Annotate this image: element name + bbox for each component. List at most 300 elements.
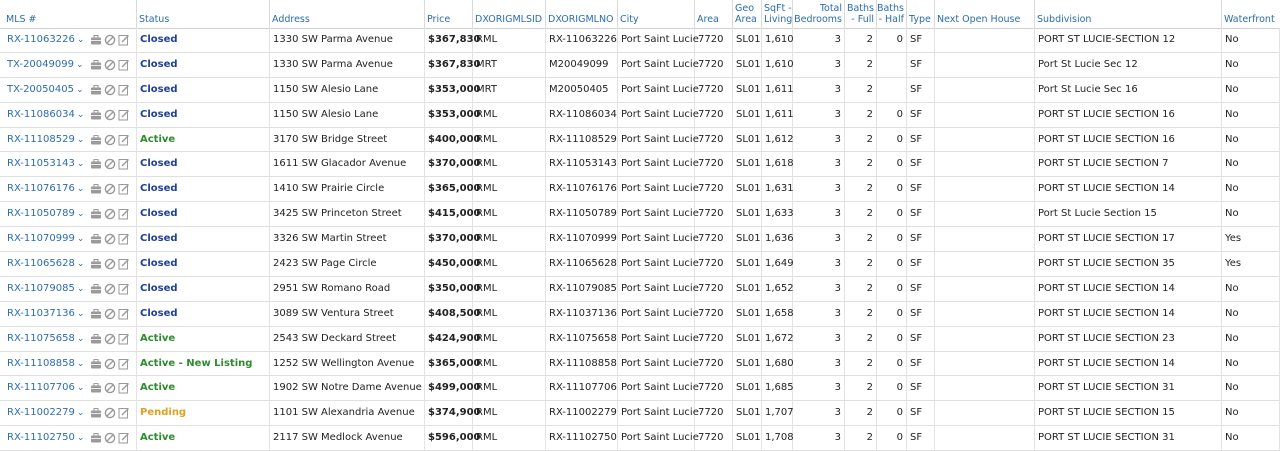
cell-sqft	[762, 376, 793, 400]
cell-subdivision	[1035, 53, 1222, 77]
waterfront-value: No	[1225, 432, 1239, 444]
status-label: Active	[140, 133, 176, 145]
briefcase-icon[interactable]	[90, 208, 102, 220]
cell-mls	[0, 227, 137, 251]
cell-city	[618, 28, 699, 52]
cell-price	[425, 28, 481, 52]
waterfront-value: No	[1225, 307, 1239, 319]
origmlno-value: RX-11086034	[549, 108, 617, 120]
briefcase-icon[interactable]	[90, 158, 102, 170]
sqft-value: 1,707	[765, 407, 794, 419]
cell-beds	[793, 401, 845, 425]
area-value: 7720	[698, 307, 724, 319]
type-value: SF	[910, 34, 923, 45]
mls-link[interactable]: RX-11086034	[7, 108, 75, 120]
cell-full	[845, 227, 877, 251]
chevron-down-icon[interactable]: ⌄	[76, 35, 85, 45]
chevron-down-icon[interactable]: ⌄	[76, 333, 85, 344]
edit-icon[interactable]	[118, 84, 130, 96]
table-row[interactable]	[0, 352, 1280, 377]
status-label: Active - New Listing	[140, 357, 253, 369]
price-value: $350,000	[428, 282, 481, 294]
cell-full	[845, 103, 877, 127]
cell-type	[907, 28, 935, 52]
cell-status	[137, 376, 270, 400]
area-value: 7720	[698, 357, 724, 369]
cell-city	[618, 78, 699, 102]
block-icon[interactable]	[104, 283, 116, 295]
geo-value: SL01	[736, 83, 761, 95]
col-header-subdivision[interactable]: Subdivision	[1035, 0, 1222, 28]
half-value: 0	[896, 183, 903, 195]
cell-type	[907, 227, 935, 251]
mls-link[interactable]: RX-11050789	[7, 208, 75, 220]
origmlsid-value: RML	[476, 282, 498, 294]
mls-link[interactable]: TX-20050405	[7, 83, 74, 95]
table-row[interactable]	[0, 227, 1280, 252]
edit-icon[interactable]	[118, 208, 130, 220]
chevron-down-icon[interactable]: ⌄	[76, 234, 85, 245]
price-value: $374,900	[428, 407, 481, 419]
waterfront-value: No	[1225, 34, 1239, 45]
beds-value: 3	[834, 133, 841, 145]
status-label: Closed	[140, 83, 178, 95]
cell-full	[845, 277, 877, 301]
edit-icon[interactable]	[118, 333, 130, 345]
table-row[interactable]	[0, 401, 1280, 426]
chevron-down-icon[interactable]: ⌄	[76, 283, 85, 294]
mls-link[interactable]: RX-11076176	[7, 183, 75, 195]
beds-value: 3	[834, 34, 841, 45]
cell-sqft	[762, 302, 793, 326]
cell-geo	[733, 227, 762, 251]
city-value: Port Saint Lucie	[621, 34, 699, 45]
cell-half	[877, 78, 907, 102]
block-icon[interactable]	[104, 208, 116, 220]
mls-link[interactable]: RX-11102750	[7, 432, 75, 444]
cell-half	[877, 401, 907, 425]
edit-icon[interactable]	[118, 34, 130, 46]
cell-origmlno	[546, 202, 618, 226]
edit-icon[interactable]	[118, 358, 130, 370]
cell-type	[907, 53, 935, 77]
sqft-value: 1,649	[765, 258, 794, 270]
cell-mls	[0, 177, 137, 201]
cell-sqft	[762, 152, 793, 176]
briefcase-icon[interactable]	[90, 84, 102, 96]
address-value: 2423 SW Page Circle	[273, 258, 377, 270]
cell-price	[425, 352, 481, 376]
geo-value: SL01	[736, 432, 761, 444]
city-value: Port Saint Lucie	[621, 382, 699, 394]
briefcase-icon[interactable]	[90, 134, 102, 146]
cell-open	[935, 152, 1035, 176]
city-value: Port Saint Lucie	[621, 233, 699, 245]
briefcase-icon[interactable]	[90, 432, 102, 444]
cell-origmlsid	[473, 401, 546, 425]
block-icon[interactable]	[104, 84, 116, 96]
cell-origmlsid	[473, 327, 546, 351]
cell-city	[618, 401, 699, 425]
col-header-baths-half[interactable]: Baths - Half	[877, 0, 907, 28]
cell-waterfront	[1222, 327, 1280, 351]
city-value: Port Saint Lucie	[621, 258, 699, 270]
mls-link[interactable]: RX-11108858	[7, 357, 75, 369]
cell-waterfront	[1222, 53, 1280, 77]
block-icon[interactable]	[104, 34, 116, 46]
col-header-area[interactable]: Area	[695, 0, 733, 28]
mls-link[interactable]: RX-11070999	[7, 233, 75, 245]
beds-value: 3	[834, 258, 841, 270]
cell-beds	[793, 152, 845, 176]
cell-price	[425, 252, 481, 276]
col-header-origmlno[interactable]: DXORIGMLNO	[546, 0, 618, 28]
cell-mls	[0, 352, 137, 376]
cell-subdivision	[1035, 177, 1222, 201]
table-row[interactable]	[0, 177, 1280, 202]
cell-origmlno	[546, 152, 618, 176]
briefcase-icon[interactable]	[90, 407, 102, 419]
briefcase-icon[interactable]	[90, 258, 102, 270]
cell-full	[845, 202, 877, 226]
cell-status	[137, 202, 270, 226]
geo-value: SL01	[736, 307, 761, 319]
origmlsid-value: RML	[476, 158, 498, 170]
cell-waterfront	[1222, 103, 1280, 127]
cell-open	[935, 376, 1035, 400]
chevron-down-icon[interactable]: ⌄	[76, 184, 85, 195]
chevron-down-icon[interactable]: ⌄	[75, 59, 84, 70]
cell-status	[137, 152, 270, 176]
cell-beds	[793, 327, 845, 351]
full-value: 2	[866, 357, 873, 369]
edit-icon[interactable]	[118, 233, 130, 245]
price-value: $408,500	[428, 307, 481, 319]
edit-icon[interactable]	[118, 134, 130, 146]
block-icon[interactable]	[104, 183, 116, 195]
origmlno-value: RX-11079085	[549, 282, 617, 294]
block-icon[interactable]	[104, 407, 116, 419]
type-value: SF	[910, 357, 923, 369]
briefcase-icon[interactable]	[90, 59, 102, 71]
block-icon[interactable]	[104, 134, 116, 146]
address-value: 1611 SW Glacador Avenue	[273, 158, 407, 170]
mls-link[interactable]: TX-20049099	[7, 58, 74, 70]
geo-value: SL01	[736, 208, 761, 220]
cell-beds	[793, 78, 845, 102]
cell-geo	[733, 426, 762, 450]
geo-value: SL01	[736, 34, 761, 45]
table-row[interactable]	[0, 302, 1280, 327]
cell-waterfront	[1222, 128, 1280, 152]
block-icon[interactable]	[104, 333, 116, 345]
edit-icon[interactable]	[118, 158, 130, 170]
cell-type	[907, 78, 935, 102]
cell-status	[137, 53, 270, 77]
col-header-status[interactable]: Status	[137, 0, 270, 28]
chevron-down-icon[interactable]: ⌄	[76, 159, 85, 170]
table-row[interactable]	[0, 103, 1280, 128]
origmlsid-value: MRT	[476, 83, 497, 95]
briefcase-icon[interactable]	[90, 183, 102, 195]
full-value: 2	[866, 332, 873, 344]
block-icon[interactable]	[104, 308, 116, 320]
col-header-price[interactable]: Price	[425, 0, 473, 28]
chevron-down-icon[interactable]: ⌄	[76, 209, 85, 220]
type-value: SF	[910, 158, 923, 170]
geo-value: SL01	[736, 108, 761, 120]
address-value: 1252 SW Wellington Avenue	[273, 357, 415, 369]
chevron-down-icon[interactable]: ⌄	[76, 109, 85, 120]
cell-area	[695, 401, 733, 425]
mls-link[interactable]: RX-11065628	[7, 258, 75, 270]
geo-value: SL01	[736, 357, 761, 369]
sqft-value: 1,652	[765, 282, 794, 294]
cell-geo	[733, 78, 762, 102]
cell-area	[695, 327, 733, 351]
chevron-down-icon[interactable]: ⌄	[76, 259, 85, 270]
table-row[interactable]	[0, 252, 1280, 277]
col-header-bedrooms[interactable]: Total Bedrooms	[793, 0, 845, 28]
cell-subdivision	[1035, 28, 1222, 52]
cell-area	[695, 376, 733, 400]
mls-link[interactable]: RX-11108529	[7, 133, 75, 145]
cell-half	[877, 302, 907, 326]
col-header-waterfront[interactable]: Waterfront	[1224, 14, 1275, 25]
block-icon[interactable]	[104, 382, 116, 394]
cell-sqft	[762, 252, 793, 276]
cell-sqft	[762, 327, 793, 351]
col-header-sqft[interactable]: SqFt - Living	[762, 0, 793, 28]
mls-link[interactable]: RX-11002279	[7, 407, 75, 419]
sqft-value: 1,610	[765, 34, 794, 45]
edit-icon[interactable]	[118, 258, 130, 270]
price-value: $367,830	[428, 34, 481, 45]
origmlno-value: M20049099	[549, 58, 609, 70]
cell-origmlsid	[473, 152, 546, 176]
cell-address	[270, 152, 425, 176]
sqft-value: 1,708	[765, 432, 794, 444]
col-header-next-open[interactable]: Next Open House	[935, 0, 1035, 28]
cell-full	[845, 426, 877, 450]
origmlno-value: RX-11063226	[549, 34, 617, 45]
waterfront-value: No	[1225, 158, 1239, 170]
city-value: Port Saint Lucie	[621, 307, 699, 319]
cell-type	[907, 252, 935, 276]
chevron-down-icon[interactable]: ⌄	[76, 383, 85, 394]
col-header-baths-full[interactable]: Baths - Full	[845, 0, 877, 28]
cell-waterfront	[1222, 376, 1280, 400]
briefcase-icon[interactable]	[90, 358, 102, 370]
chevron-down-icon[interactable]: ⌄	[76, 408, 85, 419]
mls-link[interactable]: RX-11075658	[7, 332, 75, 344]
status-label: Closed	[140, 34, 178, 45]
edit-icon[interactable]	[118, 407, 130, 419]
cell-origmlno	[546, 352, 618, 376]
briefcase-icon[interactable]	[90, 333, 102, 345]
table-row[interactable]	[0, 426, 1280, 451]
briefcase-icon[interactable]	[90, 233, 102, 245]
type-value: SF	[910, 58, 923, 70]
cell-city	[618, 426, 699, 450]
briefcase-icon[interactable]	[90, 34, 102, 46]
briefcase-icon[interactable]	[90, 283, 102, 295]
beds-value: 3	[834, 158, 841, 170]
cell-open	[935, 302, 1035, 326]
block-icon[interactable]	[104, 158, 116, 170]
mls-link[interactable]: RX-11063226	[7, 34, 75, 45]
city-value: Port Saint Lucie	[621, 58, 699, 70]
edit-icon[interactable]	[118, 109, 130, 121]
cell-area	[695, 103, 733, 127]
block-icon[interactable]	[104, 358, 116, 370]
col-header-type[interactable]: Type	[907, 0, 935, 28]
cell-city	[618, 252, 699, 276]
cell-half	[877, 53, 907, 77]
type-value: SF	[910, 108, 923, 120]
cell-origmlsid	[473, 78, 546, 102]
edit-icon[interactable]	[118, 283, 130, 295]
cell-full	[845, 252, 877, 276]
cell-area	[695, 28, 733, 52]
table-row[interactable]	[0, 327, 1280, 352]
table-row[interactable]	[0, 128, 1280, 153]
col-header-city[interactable]: City	[618, 0, 695, 28]
table-row[interactable]	[0, 53, 1280, 78]
edit-icon[interactable]	[118, 183, 130, 195]
cell-type	[907, 376, 935, 400]
area-value: 7720	[698, 158, 724, 170]
cell-price	[425, 426, 481, 450]
cell-address	[270, 78, 425, 102]
origmlno-value: RX-11065628	[549, 258, 617, 270]
col-header-origmlsid[interactable]: DXORIGMLSID	[473, 0, 546, 28]
table-row[interactable]	[0, 202, 1280, 227]
price-value: $400,000	[428, 133, 481, 145]
block-icon[interactable]	[104, 233, 116, 245]
area-value: 7720	[698, 34, 724, 45]
cell-waterfront	[1222, 177, 1280, 201]
edit-icon[interactable]	[118, 382, 130, 394]
cell-status	[137, 327, 270, 351]
full-value: 2	[866, 108, 873, 120]
chevron-down-icon[interactable]: ⌄	[75, 84, 84, 95]
edit-icon[interactable]	[118, 59, 130, 71]
cell-mls	[0, 302, 137, 326]
mls-link[interactable]: RX-11107706	[7, 382, 75, 394]
col-header-address[interactable]: Address	[270, 0, 425, 28]
col-header-geo-area[interactable]: Geo Area	[733, 0, 762, 28]
briefcase-icon[interactable]	[90, 109, 102, 121]
cell-sqft	[762, 78, 793, 102]
cell-area	[695, 252, 733, 276]
origmlno-value: RX-11002279	[549, 407, 617, 419]
edit-icon[interactable]	[118, 308, 130, 320]
cell-origmlsid	[473, 277, 546, 301]
table-row[interactable]	[0, 78, 1280, 103]
table-row[interactable]	[0, 376, 1280, 401]
sqft-value: 1,685	[765, 382, 794, 394]
waterfront-value: No	[1225, 58, 1239, 70]
origmlno-value: RX-11037136	[549, 307, 617, 319]
cell-subdivision	[1035, 302, 1222, 326]
cell-status	[137, 177, 270, 201]
block-icon[interactable]	[104, 59, 116, 71]
full-value: 2	[866, 233, 873, 245]
cell-origmlno	[546, 103, 618, 127]
origmlsid-value: RML	[476, 108, 498, 120]
beds-value: 3	[834, 382, 841, 394]
table-row[interactable]	[0, 277, 1280, 302]
col-header-mls[interactable]: MLS #	[0, 0, 137, 28]
type-value: SF	[910, 332, 923, 344]
cell-subdivision	[1035, 352, 1222, 376]
cell-origmlsid	[473, 302, 546, 326]
waterfront-value: Yes	[1225, 258, 1242, 270]
table-body	[0, 28, 1280, 451]
half-value: 0	[896, 233, 903, 245]
cell-origmlno	[546, 302, 618, 326]
type-value: SF	[910, 307, 923, 319]
table-row[interactable]	[0, 152, 1280, 177]
edit-icon[interactable]	[118, 432, 130, 444]
cell-mls	[0, 277, 137, 301]
chevron-down-icon[interactable]: ⌄	[76, 308, 85, 319]
cell-geo	[733, 177, 762, 201]
half-value: 0	[896, 258, 903, 270]
half-value: 0	[896, 357, 903, 369]
cell-origmlno	[546, 426, 618, 450]
chevron-down-icon[interactable]: ⌄	[76, 358, 85, 369]
price-value: $365,000	[428, 357, 481, 369]
mls-link[interactable]: RX-11053143	[7, 158, 75, 170]
cell-waterfront	[1222, 401, 1280, 425]
sqft-value: 1,658	[765, 307, 794, 319]
cell-half	[877, 128, 907, 152]
area-value: 7720	[698, 133, 724, 145]
address-value: 3425 SW Princeton Street	[273, 208, 402, 220]
briefcase-icon[interactable]	[90, 382, 102, 394]
cell-status	[137, 252, 270, 276]
status-label: Closed	[140, 307, 178, 319]
chevron-down-icon[interactable]: ⌄	[76, 134, 85, 145]
cell-open	[935, 78, 1035, 102]
cell-subdivision	[1035, 401, 1222, 425]
table-header	[0, 0, 1280, 29]
block-icon[interactable]	[104, 432, 116, 444]
cell-origmlsid	[473, 352, 546, 376]
cell-half	[877, 376, 907, 400]
cell-origmlsid	[473, 202, 546, 226]
cell-type	[907, 426, 935, 450]
mls-link[interactable]: RX-11079085	[7, 282, 75, 294]
beds-value: 3	[834, 282, 841, 294]
block-icon[interactable]	[104, 109, 116, 121]
block-icon[interactable]	[104, 258, 116, 270]
waterfront-value: No	[1225, 332, 1239, 344]
city-value: Port Saint Lucie	[621, 407, 699, 419]
briefcase-icon[interactable]	[90, 308, 102, 320]
cell-city	[618, 277, 699, 301]
beds-value: 3	[834, 83, 841, 95]
chevron-down-icon[interactable]: ⌄	[76, 433, 85, 444]
table-row[interactable]	[0, 28, 1280, 53]
mls-link[interactable]: RX-11037136	[7, 307, 75, 319]
cell-mls	[0, 53, 137, 77]
cell-sqft	[762, 202, 793, 226]
area-value: 7720	[698, 332, 724, 344]
beds-value: 3	[834, 233, 841, 245]
